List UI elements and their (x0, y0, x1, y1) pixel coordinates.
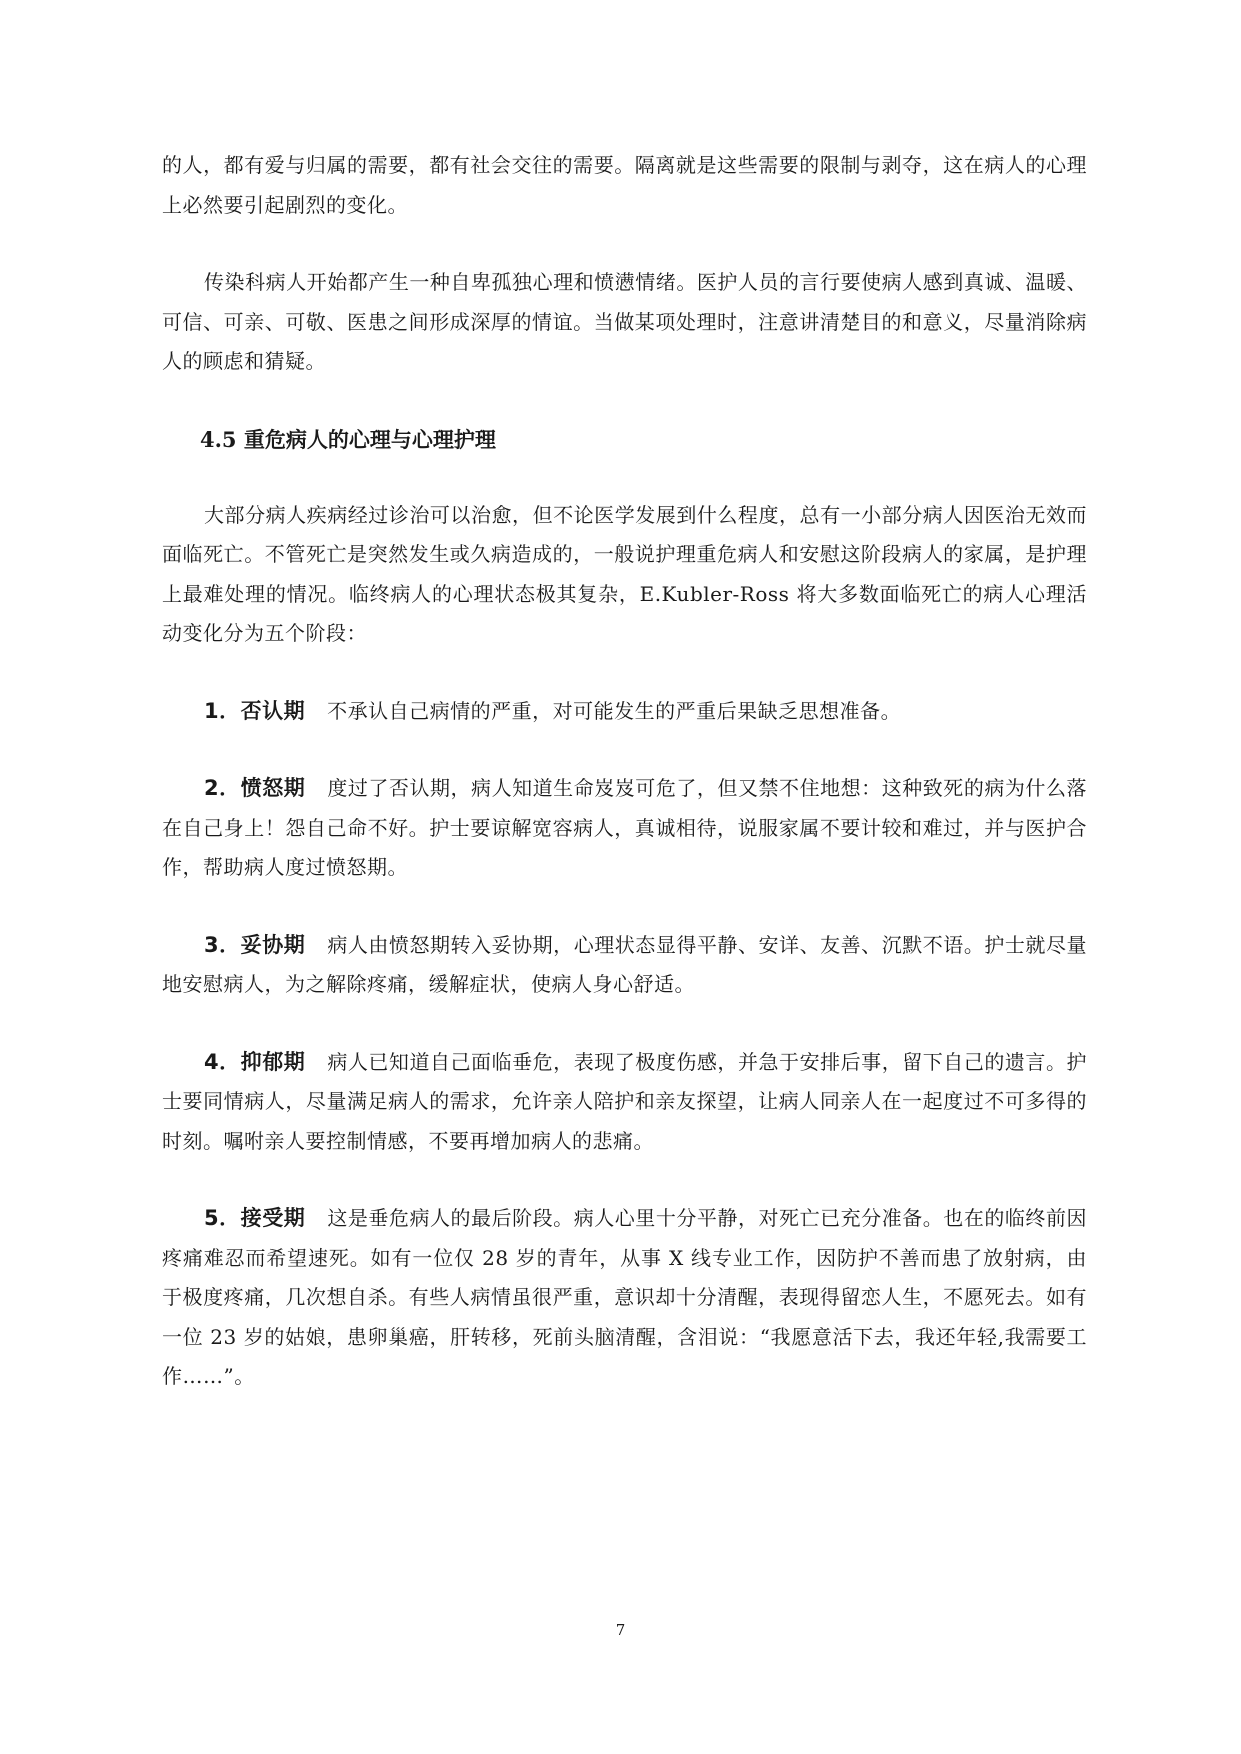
section-heading: 4.5 重危病人的心理与心理护理 (200, 426, 496, 452)
stage-depression (162, 1043, 1087, 1162)
page-number: 7 (615, 1621, 626, 1639)
stage-term: 1．否认期 (204, 698, 306, 723)
stage-description: 度过了否认期，病人知道生命岌岌可危了，但又禁不住地想：这种致死的病为什么落在自己身上！怨自己命不好。护士要谅解宽容病人，真诚相待，说服家属不要计较和难过，并与医护合作，帮助病人度过愤怒期。 (162, 776, 1087, 879)
stage-term: 5．接受期 (204, 1206, 306, 1230)
stage-denial (162, 692, 1087, 732)
stage-term: 4．抑郁期 (204, 1049, 306, 1074)
stage-bargaining (162, 926, 1087, 1005)
stage-description: 病人由愤怒期转入妥协期，心理状态显得平静、安详、友善、沉默不语。护士就尽量地安慰病人，为之解除疼痛，缓解症状，使病人身心舒适。 (162, 932, 1087, 996)
stage-description: 病人已知道自己面临垂危，表现了极度伤感，并急于安排后事，留下自己的遗言。护士要同情病人，尽量满足病人的需求，允许亲人陪护和亲友探望，让病人同亲人在一起度过不可多得的时刻。嘱咐亲人要控制情感，不要再增加病人的悲痛。 (162, 1049, 1087, 1153)
stage-description: 这是垂危病人的最后阶段。病人心里十分平静，对死亡已充分准备。也在的临终前因疼痛难忍而希望速死。如有一位仅 28 岁的青年，从事 X 线专业工作，因防护不善而患了放射病，由于极度疼痛，几次想自杀。有些人病情虽很严重，意识却十分清醒，表现得留恋人生，不愿死去。如有一位 23 岁的姑娘，患卵巢癌，肝转移，死前头脑清醒，含泪说：“我愿意活下去，我还年轻,我需要工作……”。 (162, 1206, 1087, 1388)
paragraph-infectious-patients: 传染科病人开始都产生一种自卑孤独心理和愤懑情绪。医护人员的言行要使病人感到真诚、温暖、可信、可亲、可敬、医患之间形成深厚的情谊。当做某项处理时，注意讲清楚目的和意义，尽量消除病人的顾虑和猜疑。 (162, 270, 1087, 373)
paragraph-continuation: 的人，都有爱与归属的需要，都有社会交往的需要。隔离就是这些需要的限制与剥夺，这在病人的心理上必然要引起剧烈的变化。 (162, 153, 1087, 217)
stage-anger (162, 769, 1087, 888)
stage-acceptance (162, 1199, 1087, 1397)
paragraph-critical-patients: 大部分病人疾病经过诊治可以治愈，但不论医学发展到什么程度，总有一小部分病人因医治无效而面临死亡。不管死亡是突然发生或久病造成的，一般说护理重危病人和安慰这阶段病人的家属，是护理上最难处理的情况。临终病人的心理状态极其复杂，E.Kubler-Ross 将大多数面临死亡的病人心理活动变化分为五个阶段： (162, 502, 1087, 645)
stage-term: 3．妥协期 (204, 932, 306, 957)
stage-description: 不承认自己病情的严重，对可能发生的严重后果缺乏思想准备。 (327, 698, 902, 723)
page-content (162, 146, 1087, 1397)
stage-term: 2．愤怒期 (204, 776, 306, 800)
